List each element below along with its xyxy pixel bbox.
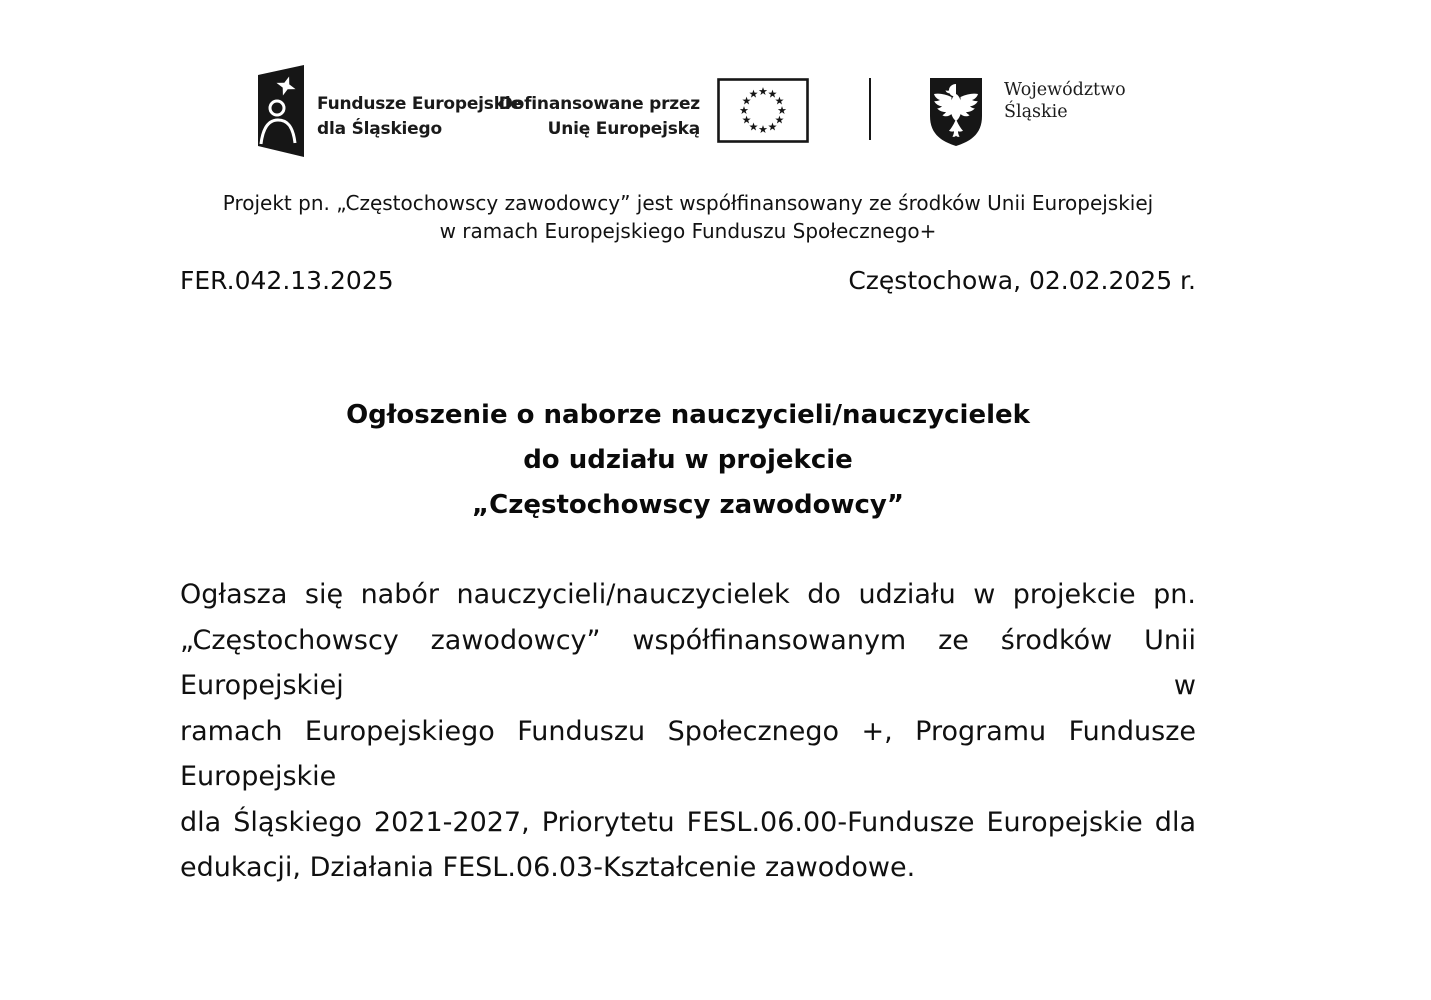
- paragraph-line: edukacji, Działania FESL.06.03-Kształcenie zawodowe.: [180, 852, 916, 883]
- wojewodztwo-slaskie-label: [1004, 80, 1126, 123]
- cofinancing-note: [180, 190, 1196, 245]
- eu-flag-icon: [717, 78, 809, 143]
- logo-separator: [869, 78, 871, 140]
- voivodeship-line2: Śląskie: [1004, 101, 1068, 122]
- paragraph-line: „Częstochowscy zawodowcy” współfinansowanym ze środków Unii Europejskiej w: [180, 624, 1196, 701]
- title-line1: Ogłoszenie o naborze nauczycieli/nauczycielek: [346, 400, 1030, 430]
- announcement-paragraph: [180, 572, 1196, 891]
- reference-row: [180, 266, 1196, 296]
- cofinancing-note-line2: w ramach Europejskiego Funduszu Społecznego+: [439, 218, 937, 243]
- silesian-eagle-shield-icon: [930, 78, 982, 146]
- place-and-date: Częstochowa, 02.02.2025 r.: [848, 266, 1196, 295]
- cofinancing-note-line1: Projekt pn. „Częstochowscy zawodowcy” jest współfinansowany ze środków Unii Europejskiej: [222, 191, 1154, 215]
- paragraph-line: Ogłasza się nabór nauczycieli/nauczycielek do udziału w projekcie pn.: [180, 579, 1196, 610]
- paragraph-line: ramach Europejskiego Funduszu Społecznego +, Programu Fundusze Europejskie: [180, 715, 1196, 792]
- fundusze-line1: Fundusze Europejskie: [317, 94, 522, 114]
- paragraph-line: dla Śląskiego 2021-2027, Priorytetu FESL.06.00-Fundusze Europejskie dla: [180, 806, 1196, 838]
- title-line3: „Częstochowscy zawodowcy”: [472, 490, 904, 520]
- document-title: [180, 393, 1196, 528]
- eu-cofunded-label: [420, 92, 700, 142]
- reference-number: FER.042.13.2025: [180, 266, 394, 295]
- title-line2: do udziału w projekcie: [523, 445, 853, 475]
- eu-line2: Unię Europejską: [547, 119, 700, 139]
- eu-funds-flag-icon: [257, 65, 305, 157]
- fundusze-line2: dla Śląskiego: [317, 119, 442, 139]
- eu-line1: Dofinansowane przez: [498, 94, 700, 114]
- voivodeship-line1: Województwo: [1004, 80, 1126, 100]
